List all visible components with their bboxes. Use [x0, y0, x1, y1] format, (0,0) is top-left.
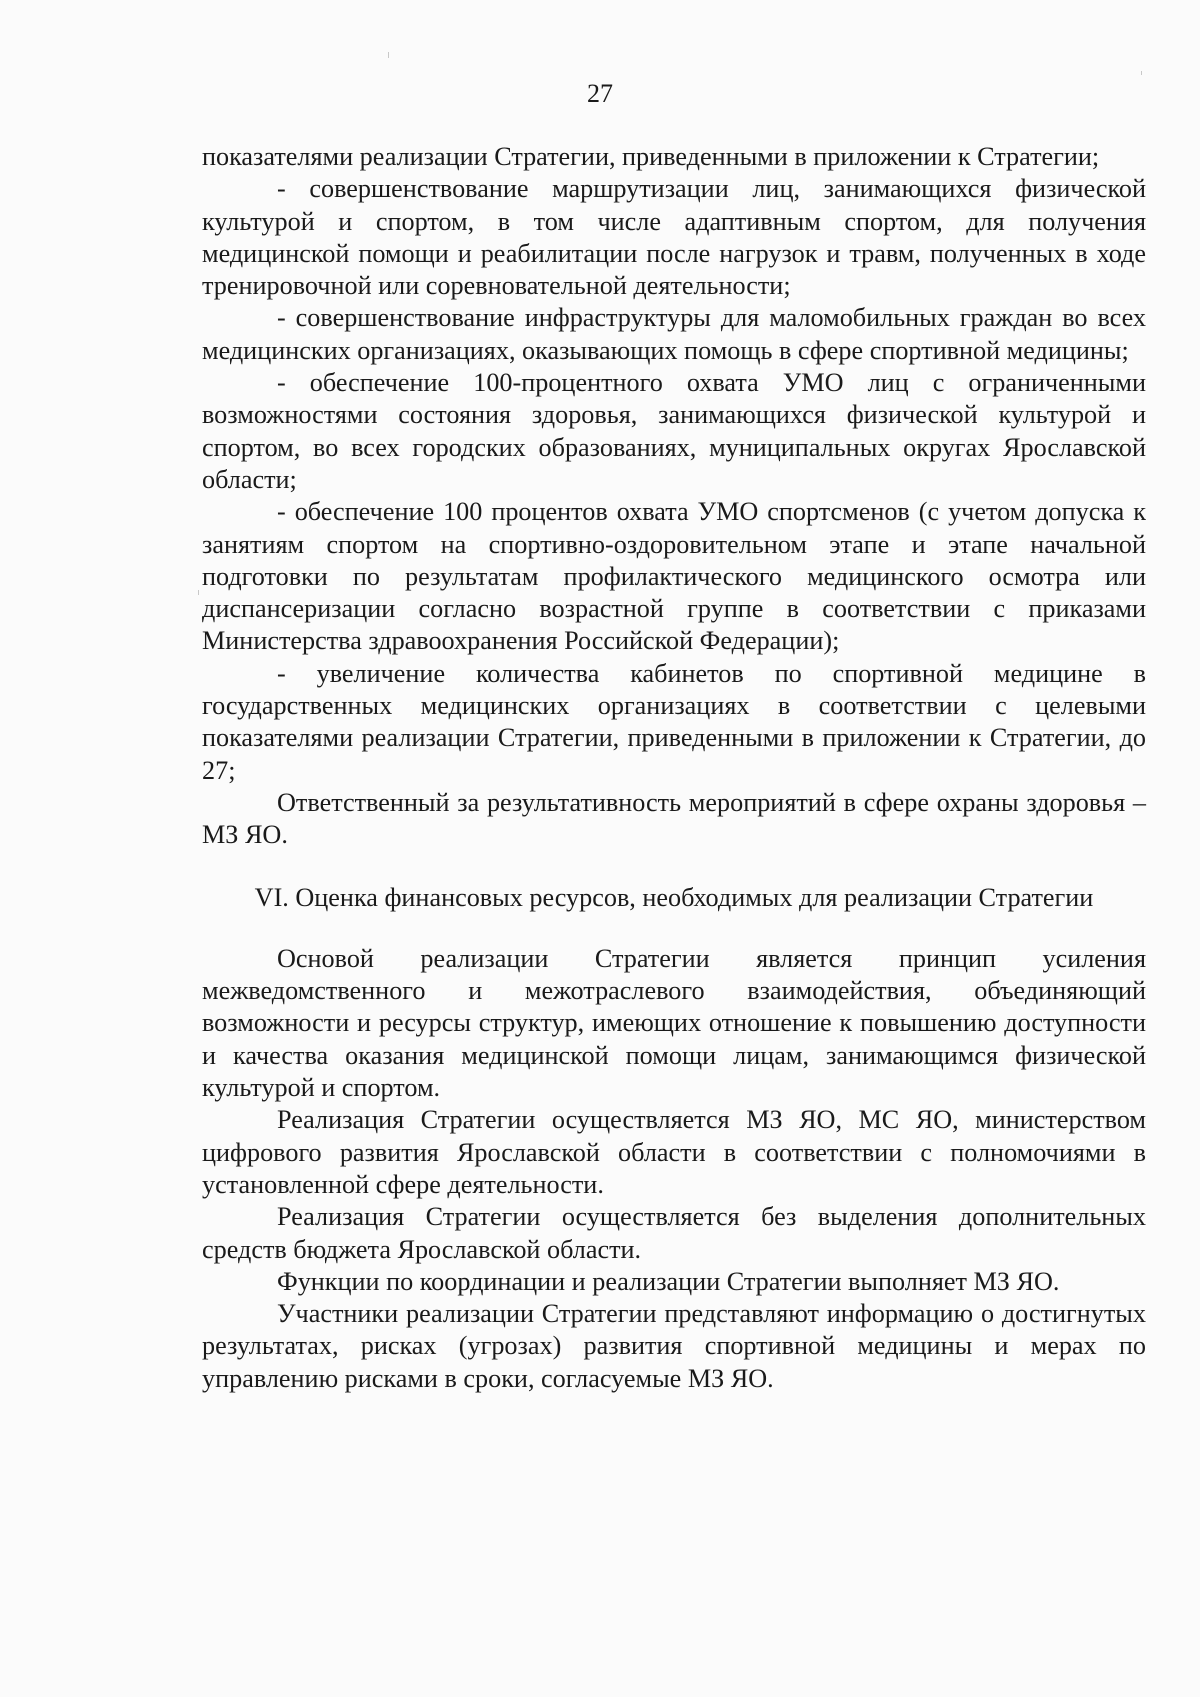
list-item-paragraph: - обеспечение 100-процентного охвата УМО лиц с ограниченными возможностями состояния здоровья, занимающихся физической культурой и спортом, во всех городских образованиях, муниципальных округах Ярославской области; [202, 368, 1146, 494]
responsible-paragraph: Ответственный за результативность мероприятий в сфере охраны здоровья – МЗ ЯО. [202, 787, 1146, 850]
scan-speck [198, 590, 199, 595]
paragraph: Реализация Стратегии осуществляется без выделения дополнительных средств бюджета Ярославской области. [202, 1202, 1146, 1264]
paragraph: Функции по координации и реализации Стратегии выполняет МЗ ЯО. [277, 1266, 1060, 1296]
paragraph: Участники реализации Стратегии представляют информацию о достигнутых результатах, рисках (угрозах) развития спортивной медицины и мерах по управлению рисками в сроки, согласуемые МЗ ЯО. [202, 1299, 1146, 1393]
page-number: 27 [587, 79, 613, 108]
document-body [202, 141, 1146, 1395]
scan-speck [388, 52, 389, 58]
list-item-paragraph: - обеспечение 100 процентов охвата УМО спортсменов (с учетом допуска к занятиям спортом на спортивно-оздоровительном этапе и этапе начальной подготовки по результатам профилактического медицинского осмотра или диспансеризации согласно возрастной группе в соответствии с приказами Министерства здравоохранения Российской Федерации); [202, 497, 1146, 656]
scan-speck [1141, 71, 1142, 75]
list-item-paragraph: - совершенствование маршрутизации лиц, занимающихся физической культурой и спортом, в том числе адаптивным спортом, для получения медицинской помощи и реабилитации после нагрузок и травм, полученных в ходе тренировочной или соревновательной деятельности; [202, 174, 1146, 301]
list-item-paragraph: - совершенствование инфраструктуры для маломобильных граждан во всех медицинских организациях, оказывающих помощь в сфере спортивной медицины; [202, 303, 1146, 365]
paragraph: Реализация Стратегии осуществляется МЗ ЯО, МС ЯО, министерством цифрового развития Ярославской области в соответствии с полномочиями в установленной сфере деятельности. [202, 1105, 1146, 1199]
list-item-paragraph: - увеличение количества кабинетов по спортивной медицине в государственных медицинских организациях в соответствии с целевыми показателями реализации Стратегии, приведенными в приложении к Стратегии, до 27; [202, 658, 1146, 785]
paragraph: показателями реализации Стратегии, приведенными в приложении к Стратегии; [202, 142, 1100, 171]
section-heading: VI. Оценка финансовых ресурсов, необходимых для реализации Стратегии [254, 882, 1094, 912]
paragraph: Основой реализации Стратегии является принцип усиления межведомственного и межотраслевого взаимодействия, объединяющий возможности и ресурсы структур, имеющих отношение к повышению доступности и качества оказания медицинской помощи лицам, занимающимся физической культурой и спортом. [202, 943, 1146, 1103]
